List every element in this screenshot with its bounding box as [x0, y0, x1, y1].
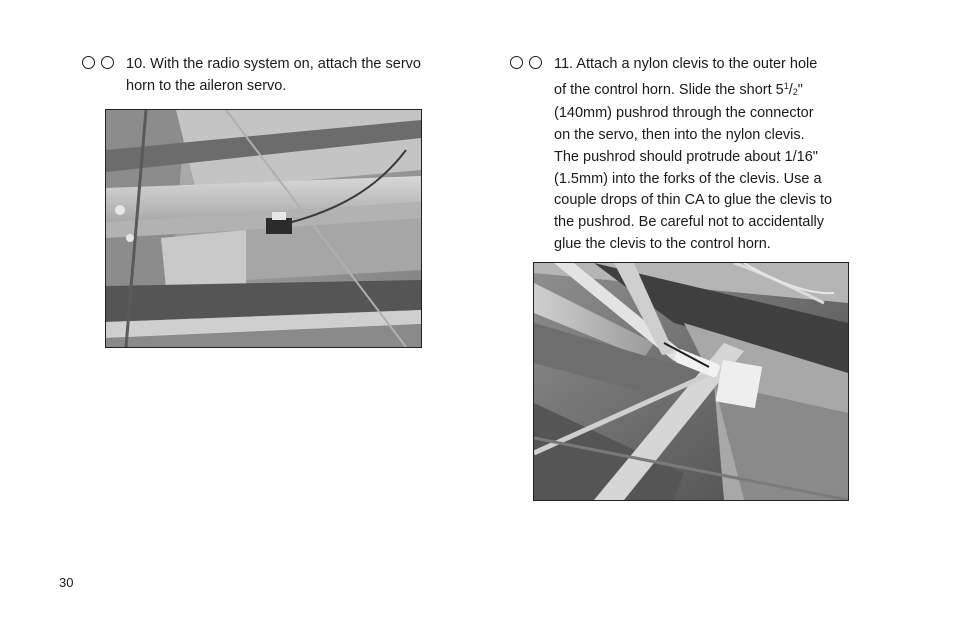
- step-text-line: 10. With the radio system on, attach the servo: [126, 56, 421, 72]
- fraction-denominator: 2: [792, 86, 798, 97]
- step-text-line: (1.5mm) into the forks of the clevis. Use a: [554, 170, 822, 187]
- fraction-slash: /: [788, 81, 793, 98]
- fraction-numerator: 1: [783, 80, 789, 91]
- step-11-checkboxes[interactable]: [510, 54, 548, 76]
- step-10-checkboxes[interactable]: [82, 54, 120, 76]
- circle-checkbox-icon[interactable]: [82, 56, 95, 69]
- step-text-line: 11. Attach a nylon clevis to the outer hole: [554, 56, 818, 72]
- clevis-gluing-photo: [534, 263, 848, 500]
- step-10-photo: [105, 109, 422, 348]
- inch-mark: ": [797, 81, 803, 98]
- circle-checkbox-icon[interactable]: [510, 56, 523, 69]
- step-text-line: on the servo, then into the nylon clevis.: [554, 127, 805, 144]
- aileron-servo-photo: [106, 110, 421, 347]
- step-10-text: [126, 54, 421, 97]
- step-text-line: horn to the aileron servo.: [126, 77, 287, 94]
- step-text-line: (140mm) pushrod through the connector: [554, 105, 814, 122]
- step-11-text: [554, 54, 832, 255]
- step-text-line: glue the clevis to the control horn.: [554, 235, 771, 252]
- step-text-segment: of the control horn. Slide the short 5: [554, 81, 784, 98]
- page-number: 30: [59, 575, 74, 590]
- circle-checkbox-icon[interactable]: [101, 56, 114, 69]
- step-text-line: The pushrod should protrude about 1/16": [554, 148, 818, 165]
- circle-checkbox-icon[interactable]: [529, 56, 542, 69]
- step-text-line: couple drops of thin CA to glue the clevis to: [554, 192, 833, 209]
- step-11-photo: [533, 262, 849, 501]
- step-text-line: the pushrod. Be careful not to accidentally: [554, 213, 825, 230]
- step-text-line-with-fraction: [554, 76, 832, 104]
